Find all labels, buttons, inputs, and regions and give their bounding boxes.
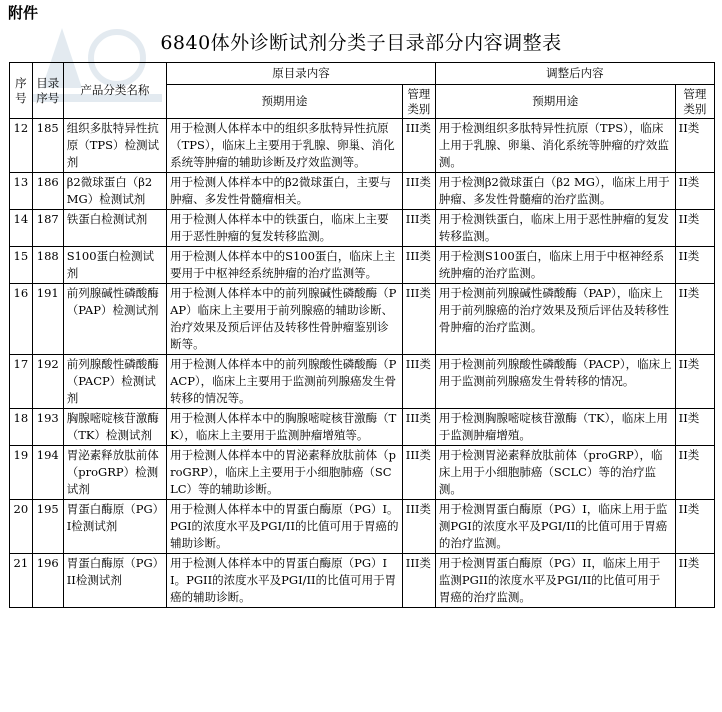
- row-seq: 14: [10, 210, 33, 247]
- row-adjusted-class: II类: [675, 554, 714, 608]
- header-original-group: 原目录内容: [167, 63, 436, 85]
- table-row: [10, 554, 715, 608]
- row-adjusted-class: II类: [675, 247, 714, 284]
- row-adjusted-class: II类: [675, 173, 714, 210]
- row-original-class: III类: [402, 500, 435, 554]
- header-original-mgmt-class: 管理类别: [402, 85, 435, 119]
- row-adjusted-class: II类: [675, 446, 714, 500]
- table-row: [10, 355, 715, 409]
- row-original-class: III类: [402, 284, 435, 355]
- row-original-class: III类: [402, 247, 435, 284]
- row-adjusted-use: 用于检测S100蛋白，临床上用于中枢神经系统肿瘤的治疗监测。: [435, 247, 675, 284]
- row-adjusted-use: 用于检测胃泌素释放肽前体（proGRP），临床上用于小细胞肺癌（SCLC）等的治疗监测。: [435, 446, 675, 500]
- header-seq: 序号: [10, 63, 33, 119]
- row-original-use: 用于检测人体样本中的β2微球蛋白，主要与肿瘤、多发性骨髓瘤相关。: [167, 173, 403, 210]
- row-product-name: 铁蛋白检测试剂: [63, 210, 166, 247]
- row-original-class: III类: [402, 119, 435, 173]
- row-catalog-seq: 188: [32, 247, 63, 284]
- row-seq: 21: [10, 554, 33, 608]
- row-seq: 17: [10, 355, 33, 409]
- row-catalog-seq: 196: [32, 554, 63, 608]
- row-product-name: 胸腺嘧啶核苷激酶（TK）检测试剂: [63, 409, 166, 446]
- row-adjusted-use: 用于检测铁蛋白，临床上用于恶性肿瘤的复发转移监测。: [435, 210, 675, 247]
- table-row: [10, 119, 715, 173]
- row-catalog-seq: 195: [32, 500, 63, 554]
- row-original-class: III类: [402, 355, 435, 409]
- header-original-intended-use: 预期用途: [167, 85, 403, 119]
- row-product-name: 前列腺碱性磷酸酶（PAP）检测试剂: [63, 284, 166, 355]
- row-adjusted-use: 用于检测胸腺嘧啶核苷激酶（TK），临床上用于监测肿瘤增殖。: [435, 409, 675, 446]
- row-product-name: 胃泌素释放肽前体（proGRP）检测试剂: [63, 446, 166, 500]
- row-catalog-seq: 193: [32, 409, 63, 446]
- row-adjusted-use: 用于检测胃蛋白酶原（PG）II，临床上用于监测PGII的浓度水平及PGI/II的比值可用于胃癌的治疗监测。: [435, 554, 675, 608]
- row-product-name: 前列腺酸性磷酸酶（PACP）检测试剂: [63, 355, 166, 409]
- row-adjusted-class: II类: [675, 409, 714, 446]
- row-product-name: 组织多肽特异性抗原（TPS）检测试剂: [63, 119, 166, 173]
- row-adjusted-use: 用于检测前列腺碱性磷酸酶（PAP），临床上用于前列腺癌的治疗效果及预后评估及转移性骨肿瘤的治疗监测。: [435, 284, 675, 355]
- row-adjusted-use: 用于检测胃蛋白酶原（PG）I，临床上用于监测PGI的浓度水平及PGI/II的比值可用于胃癌的治疗监测。: [435, 500, 675, 554]
- table-row: [10, 210, 715, 247]
- row-original-use: 用于检测人体样本中的前列腺碱性磷酸酶（PAP）临床上主要用于前列腺癌的辅助诊断、治疗效果及预后评估及转移性骨肿瘤鉴别诊断等。: [167, 284, 403, 355]
- row-seq: 12: [10, 119, 33, 173]
- table-body: [10, 119, 715, 608]
- header-adjusted-intended-use: 预期用途: [435, 85, 675, 119]
- row-seq: 19: [10, 446, 33, 500]
- row-original-use: 用于检测人体样本中的胸腺嘧啶核苷激酶（TK），临床上主要用于监测肿瘤增殖等。: [167, 409, 403, 446]
- header-adjusted-group: 调整后内容: [435, 63, 714, 85]
- row-original-class: III类: [402, 173, 435, 210]
- table-row: [10, 284, 715, 355]
- header-adjusted-mgmt-class: 管理类别: [675, 85, 714, 119]
- row-original-use: 用于检测人体样本中的胃蛋白酶原（PG）II。PGII的浓度水平及PGI/II的比值可用于胃癌的辅助诊断。: [167, 554, 403, 608]
- row-product-name: 胃蛋白酶原（PG）I检测试剂: [63, 500, 166, 554]
- table-row: [10, 409, 715, 446]
- row-original-use: 用于检测人体样本中的S100蛋白，临床上主要用于中枢神经系统肿瘤的治疗监测等。: [167, 247, 403, 284]
- row-adjusted-use: 用于检测β2微球蛋白（β2 MG），临床上用于肿瘤、多发性骨髓瘤的治疗监测。: [435, 173, 675, 210]
- adjustment-table: [9, 62, 715, 608]
- row-seq: 16: [10, 284, 33, 355]
- row-catalog-seq: 192: [32, 355, 63, 409]
- row-original-class: III类: [402, 409, 435, 446]
- row-adjusted-class: II类: [675, 500, 714, 554]
- table-row: [10, 446, 715, 500]
- row-seq: 20: [10, 500, 33, 554]
- attachment-label: 附件: [8, 4, 39, 22]
- document-title: 6840体外诊断试剂分类子目录部分内容调整表: [160, 32, 562, 54]
- row-original-use: 用于检测人体样本中的前列腺酸性磷酸酶（PACP），临床上主要用于监测前列腺癌发生骨转移的情况等。: [167, 355, 403, 409]
- row-catalog-seq: 185: [32, 119, 63, 173]
- row-original-use: 用于检测人体样本中的胃蛋白酶原（PG）I。PGI的浓度水平及PGI/II的比值可用于胃癌的辅助诊断。: [167, 500, 403, 554]
- row-adjusted-use: 用于检测组织多肽特异性抗原（TPS），临床上用于乳腺、卵巢、消化系统等肿瘤的疗效监测。: [435, 119, 675, 173]
- row-adjusted-class: II类: [675, 284, 714, 355]
- row-original-class: III类: [402, 446, 435, 500]
- table-row: [10, 247, 715, 284]
- row-catalog-seq: 186: [32, 173, 63, 210]
- row-product-name: 胃蛋白酶原（PG）II检测试剂: [63, 554, 166, 608]
- row-adjusted-class: II类: [675, 355, 714, 409]
- row-original-class: III类: [402, 210, 435, 247]
- row-adjusted-class: II类: [675, 210, 714, 247]
- row-original-use: 用于检测人体样本中的胃泌素释放肽前体（proGRP），临床上主要用于小细胞肺癌（SCLC）等的辅助诊断。: [167, 446, 403, 500]
- header-product-name: 产品分类名称: [63, 63, 166, 119]
- table-row: [10, 500, 715, 554]
- row-catalog-seq: 187: [32, 210, 63, 247]
- row-catalog-seq: 191: [32, 284, 63, 355]
- table-row: [10, 173, 715, 210]
- row-seq: 15: [10, 247, 33, 284]
- row-original-use: 用于检测人体样本中的铁蛋白，临床上主要用于恶性肿瘤的复发转移监测。: [167, 210, 403, 247]
- header-catalog-seq: 目录序号: [32, 63, 63, 119]
- row-adjusted-class: II类: [675, 119, 714, 173]
- row-original-use: 用于检测人体样本中的组织多肽特异性抗原（TPS），临床上主要用于乳腺、卵巢、消化系统等肿瘤的辅助诊断及疗效监测等。: [167, 119, 403, 173]
- row-product-name: β2微球蛋白（β2 MG）检测试剂: [63, 173, 166, 210]
- row-seq: 18: [10, 409, 33, 446]
- row-adjusted-use: 用于检测前列腺酸性磷酸酶（PACP），临床上用于监测前列腺癌发生骨转移的情况。: [435, 355, 675, 409]
- row-seq: 13: [10, 173, 33, 210]
- row-product-name: S100蛋白检测试剂: [63, 247, 166, 284]
- row-original-class: III类: [402, 554, 435, 608]
- row-catalog-seq: 194: [32, 446, 63, 500]
